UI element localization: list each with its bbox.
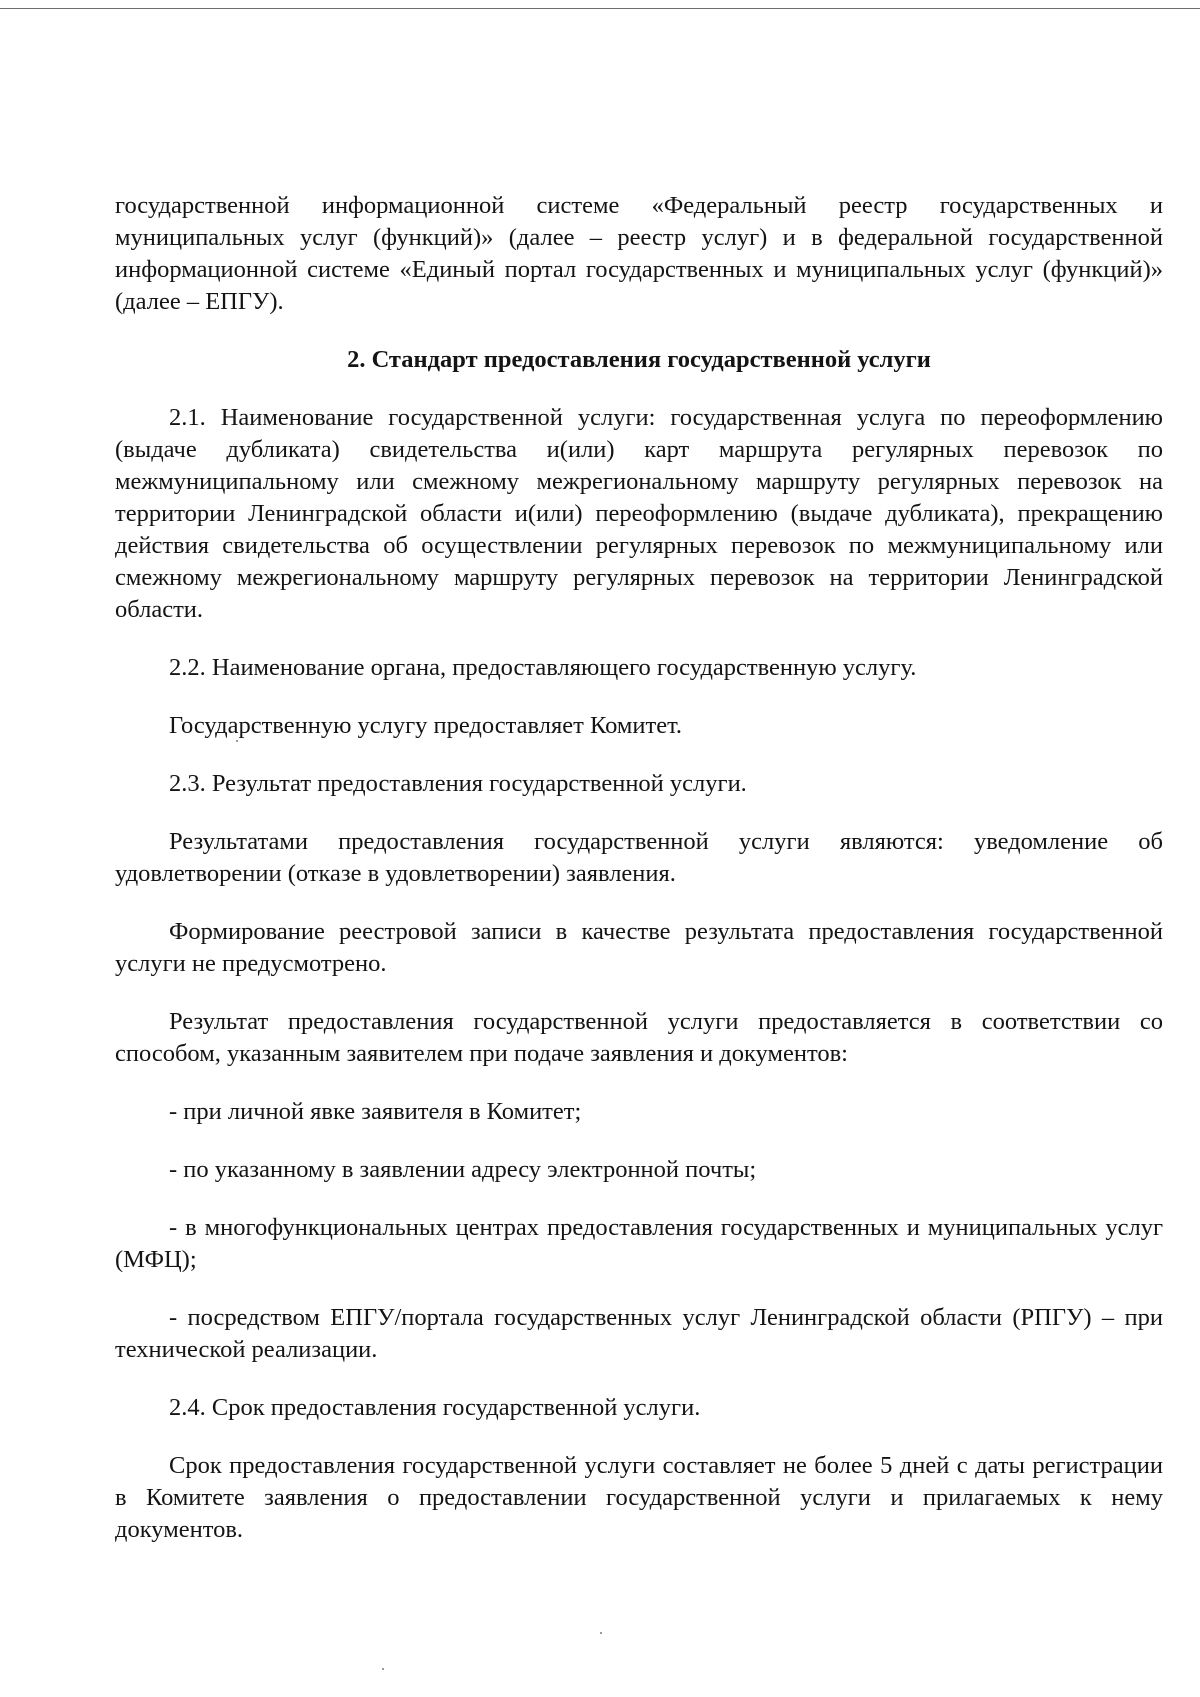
list-item-epgu-rpgu: - посредством ЕПГУ/портала государственных услуг Ленинградской области (РПГУ) – при технической реализации. xyxy=(115,1304,1163,1363)
paragraph-term: Срок предоставления государственной услуги составляет не более 5 дней с даты регистрации в Комитете заявления о предоставлении государственной услуги и прилагаемых к нему документов. xyxy=(115,1452,1163,1543)
intro-paragraph: государственной информационной системе «Федеральный реестр государственных и муниципальных услуг (функций)» (далее – реестр услуг) и в федеральной государственной информационной системе «Единый портал государственных и муниципальных услуг (функций)» (далее – ЕПГУ). xyxy=(115,192,1163,315)
paragraph-2-3: 2.3. Результат предоставления государственной услуги. xyxy=(169,770,747,797)
scan-speck xyxy=(600,1632,602,1634)
section-heading: 2. Стандарт предоставления государственной услуги xyxy=(347,346,931,373)
scan-speck xyxy=(382,1668,384,1670)
document-page xyxy=(115,190,1163,1572)
scan-speck xyxy=(236,740,238,742)
list-item-mfc: - в многофункциональных центрах предоставления государственных и муниципальных услуг (МФЦ); xyxy=(115,1214,1163,1273)
scan-top-edge-line xyxy=(0,8,1200,9)
paragraph-results: Результатами предоставления государственной услуги являются: уведомление об удовлетворении (отказе в удовлетворении) заявления. xyxy=(115,828,1163,887)
paragraph-2-1: 2.1. Наименование государственной услуги: государственная услуга по переоформлению (выдаче дубликата) свидетельства и(или) карт маршрута регулярных перевозок по межмуниципальному или смежному межрегиональному маршруту регулярных перевозок на территории Ленинградской области и(или) переоформлению (выдаче дубликата), прекращению действия свидетельства об осуществлении регулярных перевозок по межмуниципальному или смежному межрегиональному маршруту регулярных перевозок на территории Ленинградской области. xyxy=(115,404,1163,623)
paragraph-result-delivery: Результат предоставления государственной услуги предоставляется в соответствии со способом, указанным заявителем при подаче заявления и документов: xyxy=(115,1008,1163,1067)
paragraph-2-4: 2.4. Срок предоставления государственной услуги. xyxy=(169,1394,701,1421)
list-item-email: - по указанному в заявлении адресу электронной почты; xyxy=(169,1156,757,1183)
list-item-personal-visit: - при личной явке заявителя в Комитет; xyxy=(169,1098,582,1125)
paragraph-2-2: 2.2. Наименование органа, предоставляющего государственную услугу. xyxy=(169,654,917,681)
paragraph-registry-record: Формирование реестровой записи в качестве результата предоставления государственной услуги не предусмотрено. xyxy=(115,918,1163,977)
paragraph-provider: Государственную услугу предоставляет Комитет. xyxy=(169,712,683,739)
